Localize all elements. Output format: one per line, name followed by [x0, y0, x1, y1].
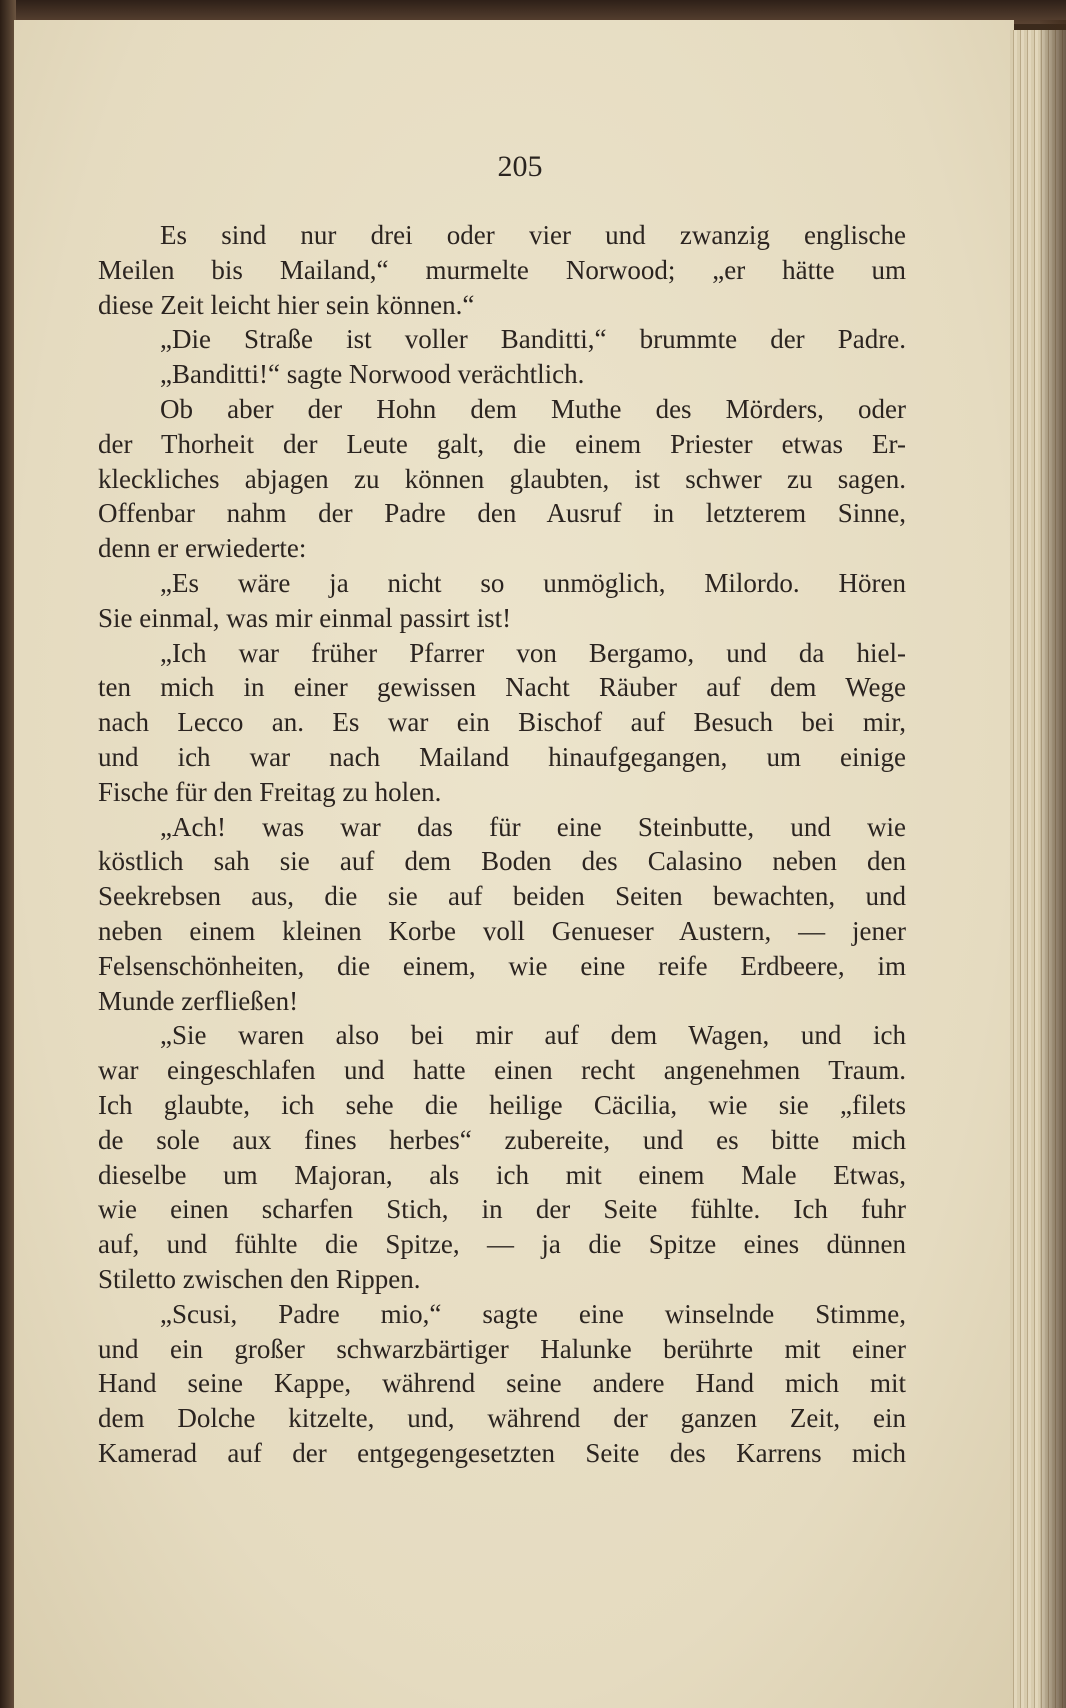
text-line: Kamerad auf der entgegengesetzten Seite des Karrens mich: [98, 1437, 906, 1468]
text-line: köstlich sah sie auf dem Boden des Calasino neben den: [98, 846, 906, 877]
page-edge-shadow: [1040, 20, 1066, 1708]
text-line: „Es wäre ja nicht so unmöglich, Milordo. Hören: [160, 567, 906, 598]
text-line: „Die Straße ist voller Banditti,“ brummte der Padre.: [160, 324, 906, 355]
text-line: Es sind nur drei oder vier und zwanzig englische: [160, 220, 906, 250]
page-number: 205: [497, 150, 543, 183]
text-line: denn er erwiederte:: [98, 533, 307, 564]
text-line: „Sie waren also bei mir auf dem Wagen, und ich: [160, 1020, 906, 1051]
text-line: nach Lecco an. Es war ein Bischof auf Besuch bei mir,: [98, 707, 906, 738]
text-line: dieselbe um Majoran, als ich mit einem Male Etwas,: [98, 1159, 906, 1190]
text-line: kleckliches abjagen zu können glaubten, ist schwer zu sagen.: [98, 463, 906, 494]
text-line: neben einem kleinen Korbe voll Genueser Austern, — jener: [98, 915, 906, 946]
text-line: Felsenschönheiten, die einem, wie eine reife Erdbeere, im: [98, 950, 906, 981]
text-line: „Scusi, Padre mio,“ sagte eine winselnde Stimme,: [160, 1298, 906, 1329]
text-line: Stiletto zwischen den Rippen.: [98, 1263, 421, 1294]
text-line: „Banditti!“ sagte Norwood verächtlich.: [160, 359, 585, 390]
text-line: „Ich war früher Pfarrer von Bergamo, und da hiel-: [160, 637, 906, 668]
text-line: auf, und fühlte die Spitze, — ja die Spitze eines dünnen: [98, 1229, 906, 1260]
text-line: de sole aux fines herbes“ zubereite, und es bitte mich: [98, 1124, 906, 1155]
text-line: und ich war nach Mailand hinaufgegangen, um einige: [98, 741, 906, 772]
body-text: [98, 218, 906, 1471]
text-line: der Thorheit der Leute galt, die einem Priester etwas Er-: [98, 428, 906, 459]
text-line: Ob aber der Hohn dem Muthe des Mörders, oder: [160, 393, 906, 424]
text-line: Hand seine Kappe, während seine andere Hand mich mit: [98, 1368, 906, 1399]
text-line: Offenbar nahm der Padre den Ausruf in letzterem Sinne,: [98, 498, 906, 529]
text-line: Munde zerfließen!: [98, 985, 299, 1016]
text-line: Ich glaubte, ich sehe die heilige Cäcilia, wie sie „filets: [98, 1089, 906, 1120]
text-line: ten mich in einer gewissen Nacht Räuber auf dem Wege: [98, 672, 906, 703]
text-line: Fische für den Freitag zu holen.: [98, 776, 442, 807]
text-line: Sie einmal, was mir einmal passirt ist!: [98, 602, 512, 633]
text-line: „Ach! was war das für eine Steinbutte, und wie: [160, 811, 906, 842]
text-line: diese Zeit leicht hier sein können.“: [98, 289, 475, 320]
text-line: und ein großer schwarzbärtiger Halunke berührte mit einer: [98, 1333, 906, 1364]
text-line: wie einen scharfen Stich, in der Seite fühlte. Ich fuhr: [98, 1194, 906, 1225]
text-line: Seekrebsen aus, die sie auf beiden Seiten bewachten, und: [98, 881, 906, 912]
text-line: war eingeschlafen und hatte einen recht angenehmen Traum.: [98, 1055, 906, 1086]
text-line: Meilen bis Mailand,“ murmelte Norwood; „er hätte um: [98, 254, 906, 285]
text-line: dem Dolche kitzelte, und, während der ganzen Zeit, ein: [98, 1403, 906, 1434]
